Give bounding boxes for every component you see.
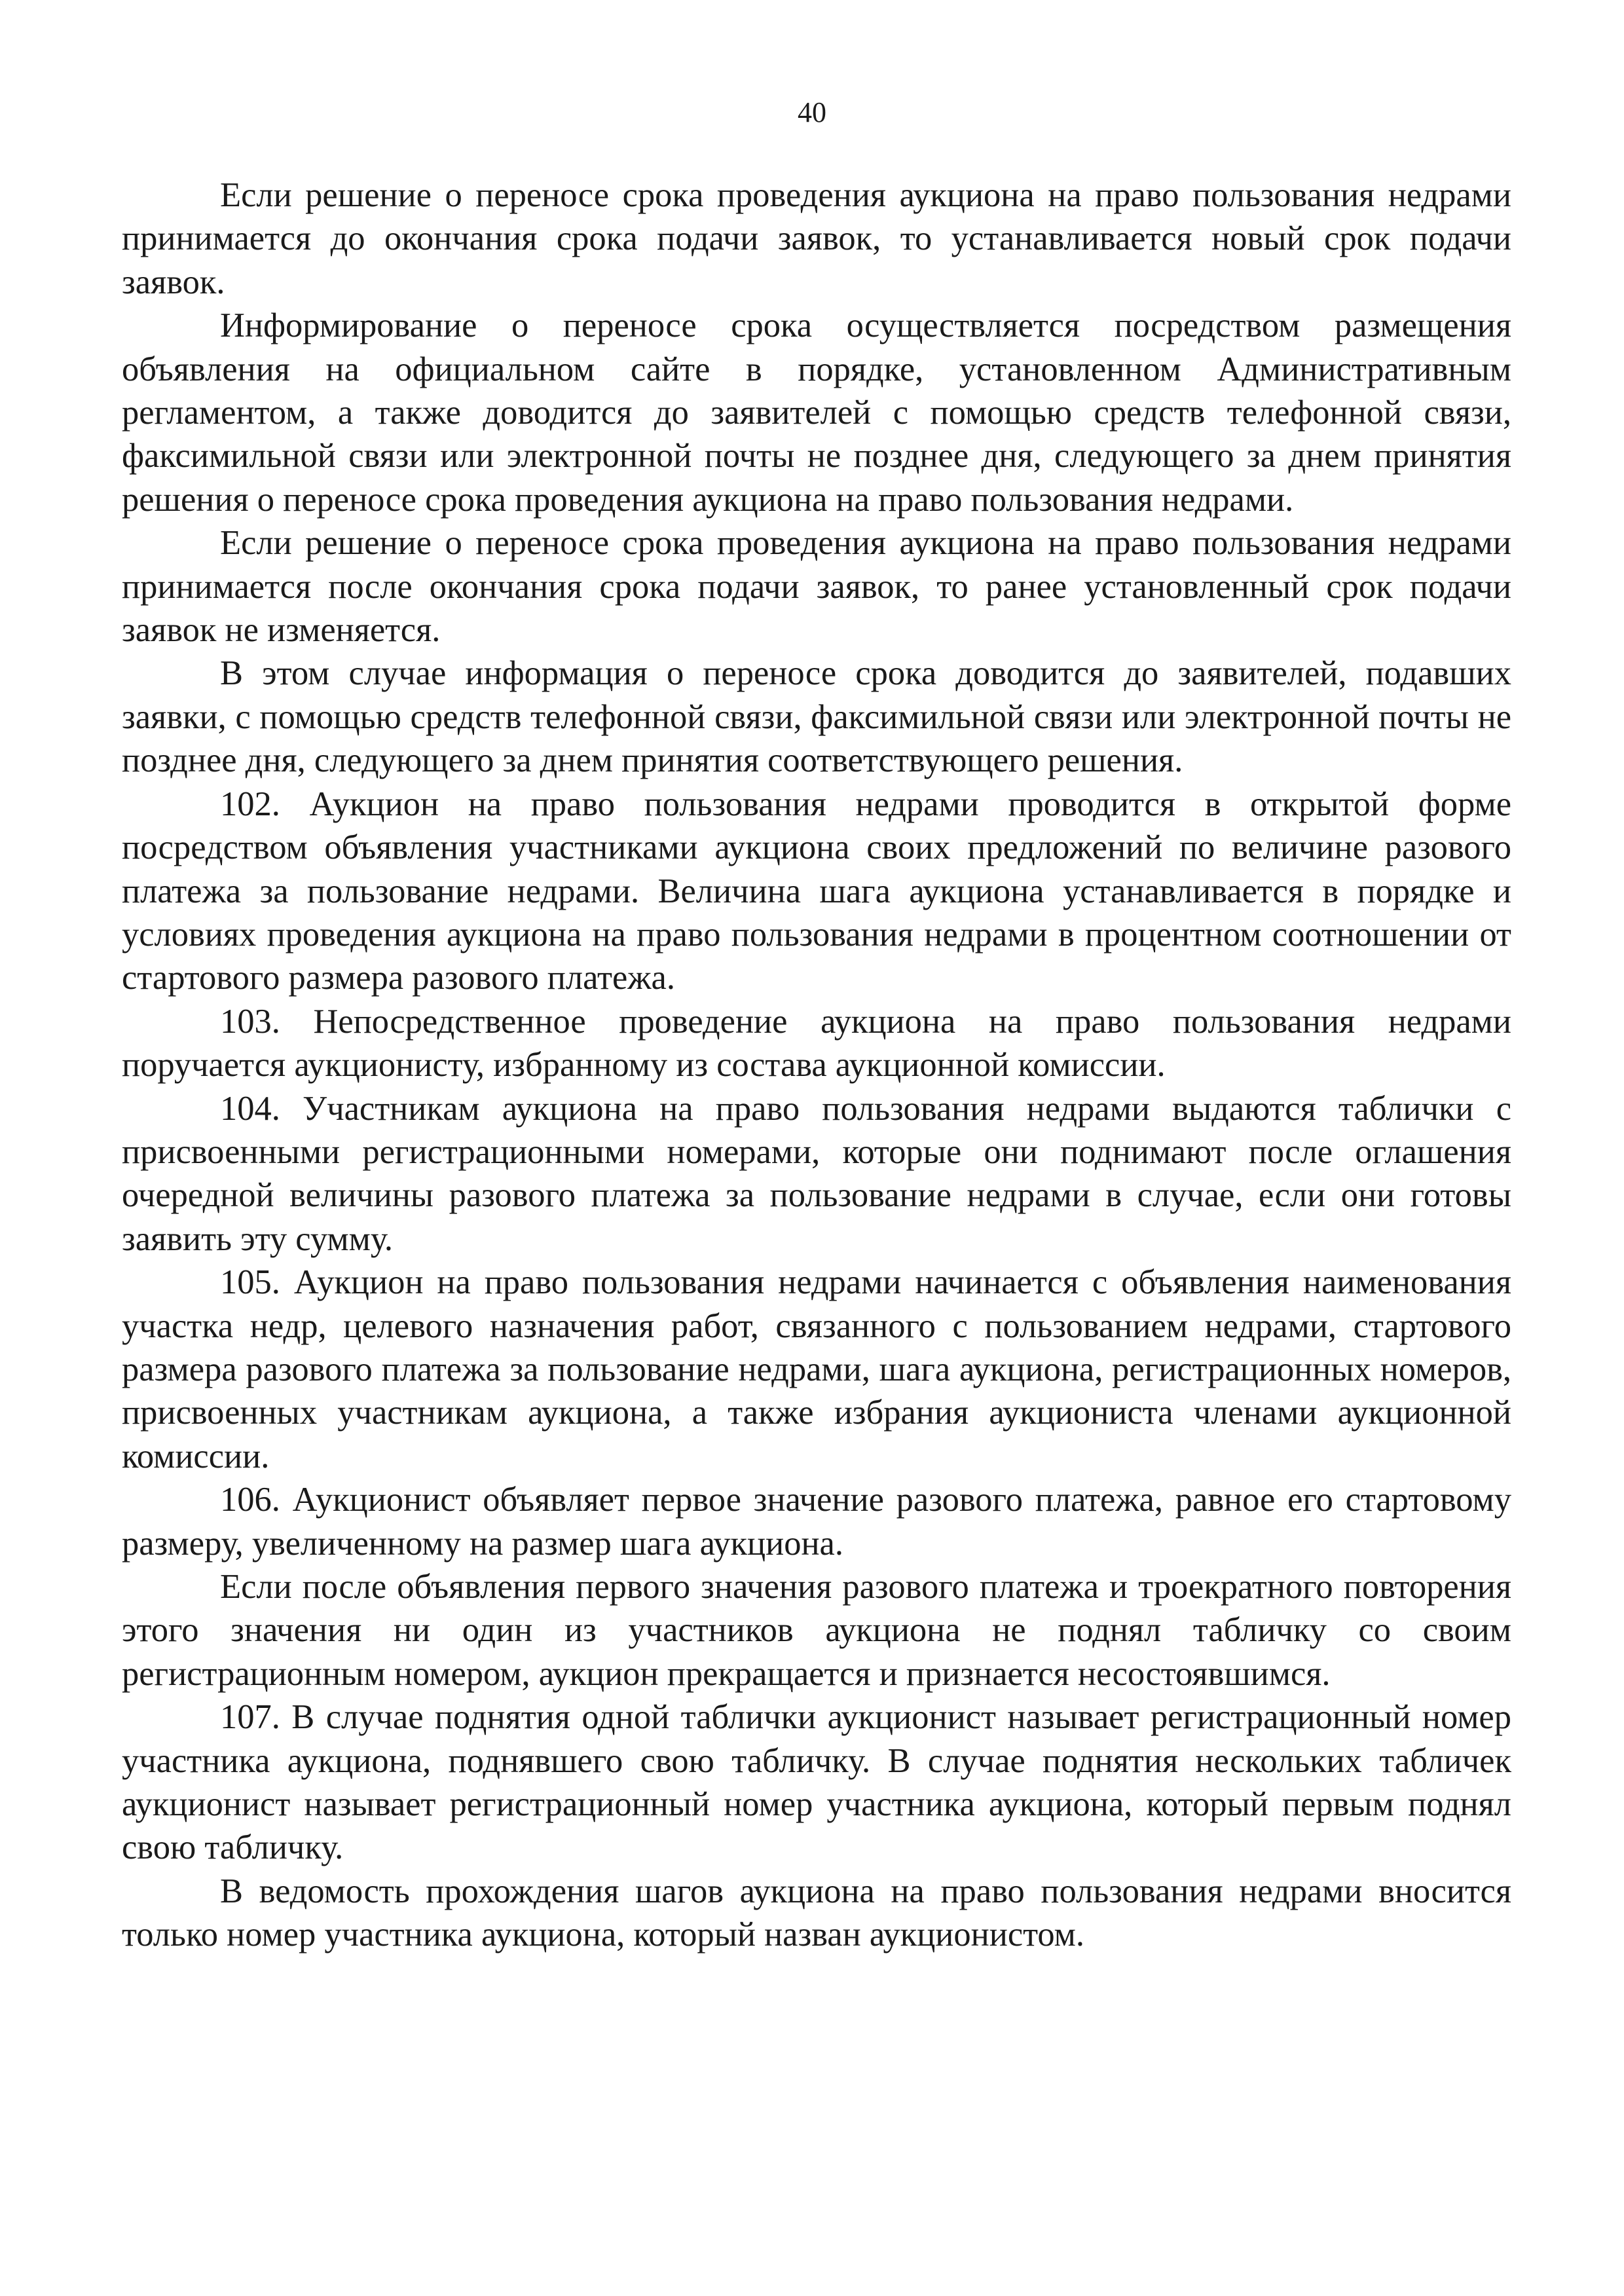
paragraph-103: 103. Непосредственное проведение аукциона на право пользования недрами поручается аукционисту, избранному из состава аукционной комиссии. <box>122 1002 1511 1084</box>
document-body <box>122 174 1511 1957</box>
paragraph-107: 107. В случае поднятия одной таблички аукционист называет регистрационный номер участника аукциона, поднявшего свою табличку. В случае поднятия нескольких табличек аукционист называет регистрационный номер участника аукциона, который первым поднял свою табличку. <box>122 1698 1511 1867</box>
paragraph-102: 102. Аукцион на право пользования недрами проводится в открытой форме посредством объявления участниками аукциона своих предложений по величине разового платежа за пользование недрами. Величина шага аукциона устанавливается в порядке и условиях проведения аукциона на право пользования недрами в процентном соотношении от стартового размера разового платежа. <box>122 785 1511 997</box>
paragraph-106: 106. Аукционист объявляет первое значение разового платежа, равное его стартовому размеру, увеличенному на размер шага аукциона. <box>122 1481 1511 1563</box>
paragraph-transfer-notification: Информирование о переносе срока осуществляется посредством размещения объявления на официальном сайте в порядке, установленном Административным регламентом, а также доводится до заявителей с помощью средств телефонной связи, факсимильной связи или электронной почты не позднее дня, следующего за днем принятия решения о переносе срока проведения аукциона на право пользования недрами. <box>122 306 1511 519</box>
page-number: 40 <box>798 96 826 128</box>
paragraph-105: 105. Аукцион на право пользования недрами начинается с объявления наименования участка недр, целевого назначения работ, связанного с пользованием недрами, стартового размера разового платежа за пользование недрами, шага аукциона, регистрационных номеров, присвоенных участникам аукциона, а также избрания аукциониста членами аукционной комиссии. <box>122 1263 1511 1475</box>
paragraph-104: 104. Участникам аукциона на право пользования недрами выдаются таблички с присвоенными регистрационными номерами, которые они поднимают после оглашения очередной величины разового платежа за пользование недрами в случае, если они готовы заявить эту сумму. <box>122 1089 1511 1258</box>
paragraph-transfer-after-deadline: Если решение о переносе срока проведения аукциона на право пользования недрами принимается после окончания срока подачи заявок, то ранее установленный срок подачи заявок не изменяется. <box>122 524 1511 650</box>
paragraph-applicants-notification: В этом случае информация о переносе срока доводится до заявителей, подавших заявки, с помощью средств телефонной связи, факсимильной связи или электронной почты не позднее дня, следующего за днем принятия соответствующего решения. <box>122 654 1511 780</box>
paragraph-step-record: В ведомость прохождения шагов аукциона на право пользования недрами вносится только номер участника аукциона, который назван аукционистом. <box>122 1872 1511 1954</box>
paragraph-transfer-before-deadline: Если решение о переносе срока проведения аукциона на право пользования недрами принимается до окончания срока подачи заявок, то устанавливается новый срок подачи заявок. <box>122 176 1511 301</box>
paragraph-auction-failed: Если после объявления первого значения разового платежа и троекратного повторения этого значения ни один из участников аукциона не поднял табличку со своим регистрационным номером, аукцион прекращается и признается несостоявшимся. <box>122 1568 1511 1693</box>
